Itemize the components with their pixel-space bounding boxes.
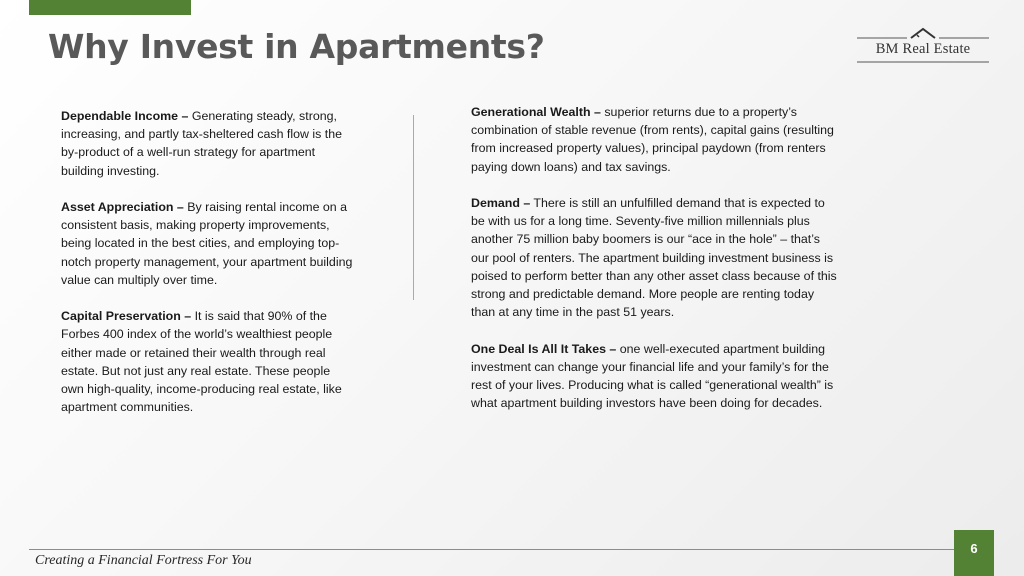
paragraph-heading: Demand –: [471, 196, 531, 210]
column-divider: [413, 115, 414, 300]
paragraph-heading: Dependable Income –: [61, 109, 189, 123]
page-title: Why Invest in Apartments?: [48, 27, 545, 66]
paragraph-generational-wealth: [471, 103, 839, 176]
paragraph-body: By raising rental income on a consistent basis, making property improvements, being located in the best cities, and employing top-notch property management, your apartment building value can multiply over time.: [61, 200, 353, 287]
paragraph-body: one well-executed apartment building investment can change your financial life and your family’s for the rest of your lives. Producing what is called “generational wealth” is what apartment building investors have been doing for decades.: [471, 341, 834, 411]
paragraph-capital-preservation: [61, 307, 353, 416]
company-logo: [857, 26, 989, 66]
paragraph-heading: One Deal Is All It Takes –: [471, 341, 617, 356]
paragraph-body: It is said that 90% of the Forbes 400 index of the world’s wealthiest people either made or retained their wealth through real estate. But not just any real estate. These people own high-quality, income-producing real estate, like apartment communities.: [61, 309, 342, 415]
paragraph-body: Generating steady, strong, increasing, and partly tax-sheltered cash flow is the by-product of a well-run strategy for apartment building investing.: [61, 109, 342, 178]
paragraph-heading: Capital Preservation –: [61, 309, 192, 324]
left-column: [61, 107, 353, 416]
page-number: 6: [970, 541, 978, 556]
logo-text: BM Real Estate: [875, 41, 971, 57]
footer-tagline: Creating a Financial Fortress For You: [35, 553, 252, 568]
paragraph-demand: [471, 194, 839, 321]
paragraph-asset-appreciation: [61, 198, 353, 289]
right-column: [471, 103, 839, 412]
paragraph-body: There is still an unfulfilled demand that is expected to be with us for a long time. Seventy-five million millennials plus another 75 million baby boomers is our “ace in the hole” – that’s our pool of renters. The apartment building investment business is poised to perform better than any other asset class because of this strong and predictable demand. More people are renting today than at any time in the past 51 years.: [471, 196, 837, 320]
paragraph-heading: Generational Wealth –: [471, 105, 601, 119]
paragraph-body: superior returns due to a property’s combination of stable revenue (from rents), capital gains (resulting from increased property values), principal paydown (from renters paying down loans) and tax savings.: [471, 105, 834, 174]
paragraph-one-deal: [471, 340, 839, 413]
paragraph-dependable-income: [61, 107, 353, 180]
top-accent-bar: [29, 0, 191, 15]
footer-divider: [29, 549, 954, 550]
paragraph-heading: Asset Appreciation –: [61, 200, 184, 214]
